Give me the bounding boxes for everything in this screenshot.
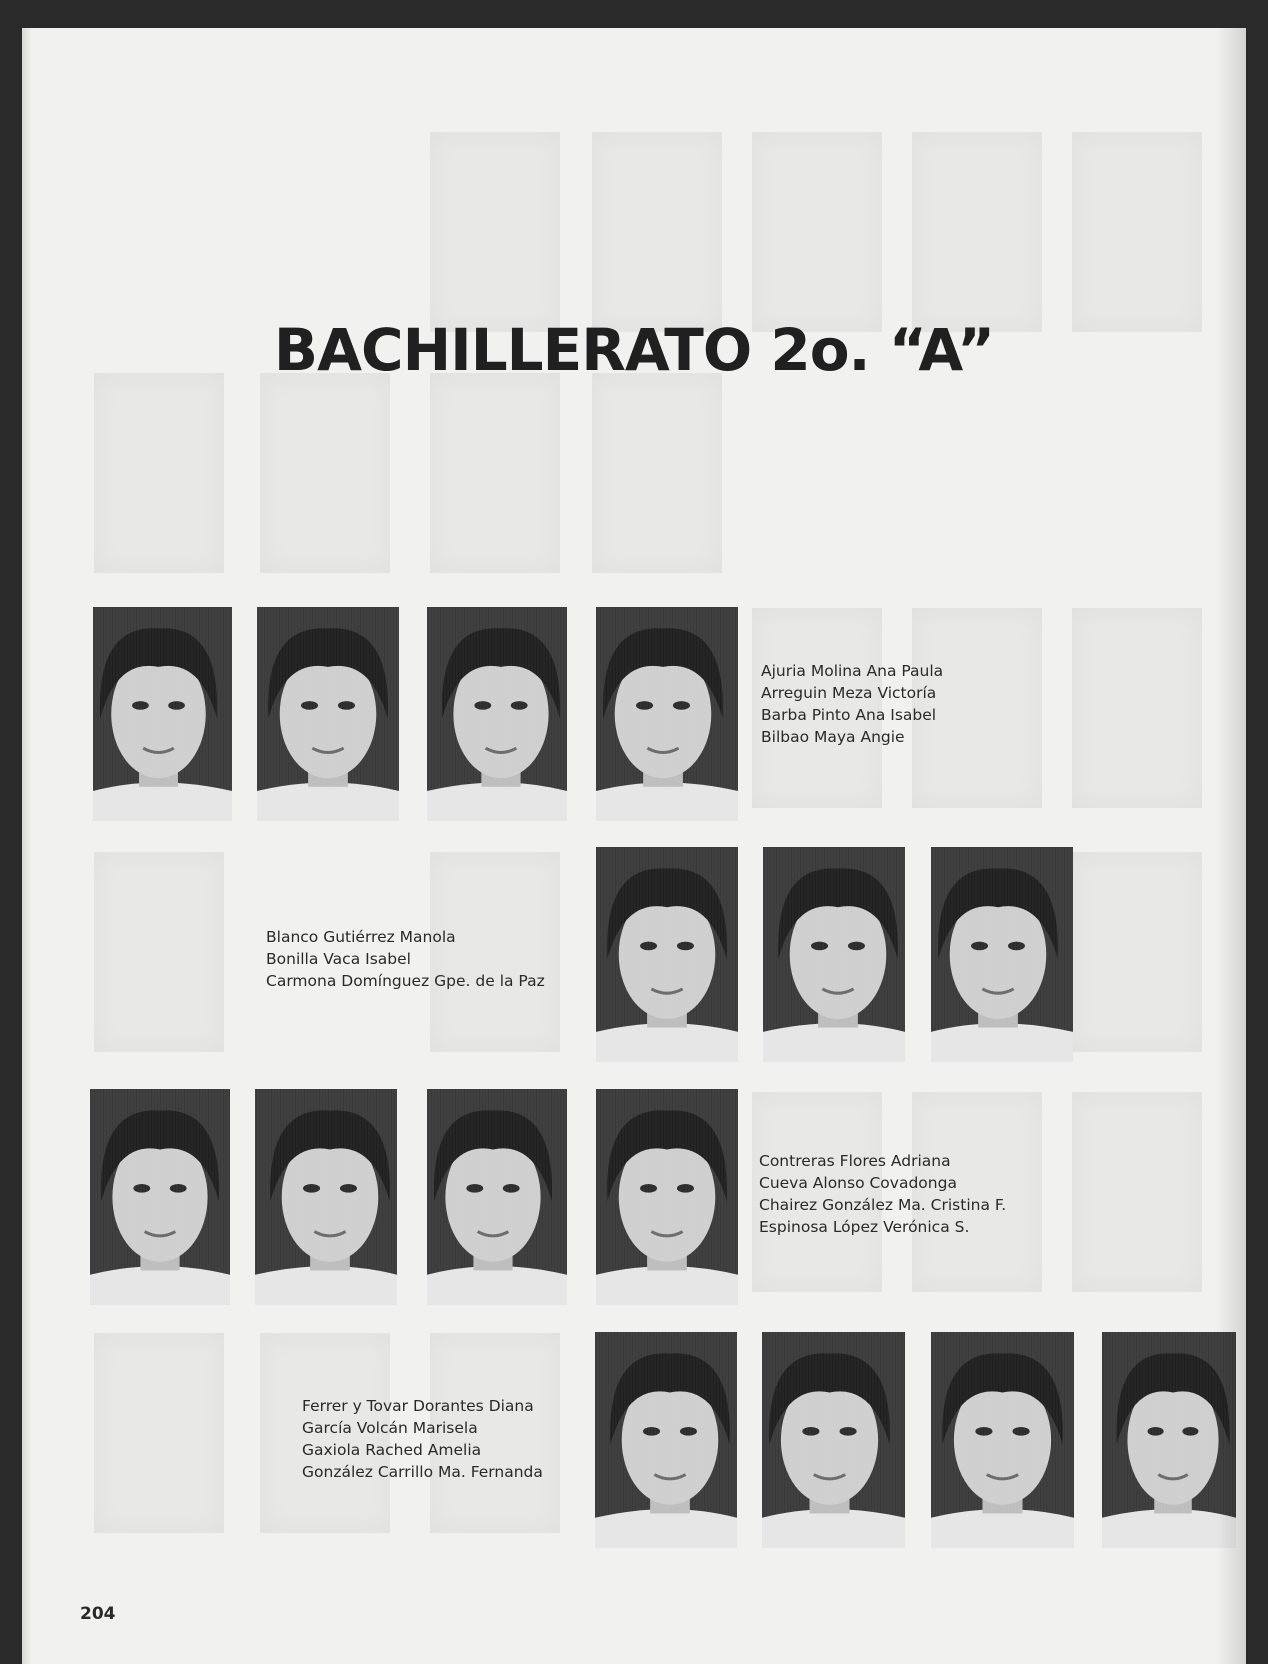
show-through-block: [260, 373, 390, 573]
yearbook-page: [22, 28, 1246, 1664]
portrait-illustration: [931, 1332, 1074, 1548]
student-name: Bonilla Vaca Isabel: [266, 950, 411, 968]
portrait-illustration: [596, 847, 738, 1062]
show-through-block: [430, 132, 560, 332]
student-portrait: [257, 607, 399, 821]
portrait-illustration: [427, 607, 567, 821]
show-through-block: [752, 132, 882, 332]
left-eye: [301, 701, 318, 710]
portrait-illustration: [257, 607, 399, 821]
student-name: Ajuria Molina Ana Paula: [761, 662, 944, 680]
student-name: García Volcán Marisela: [302, 1419, 478, 1437]
student-portrait: [595, 1332, 737, 1548]
portrait-illustration: [596, 607, 738, 821]
show-through-block: [592, 373, 722, 573]
student-portrait: [90, 1089, 230, 1305]
student-portrait: [931, 1332, 1074, 1548]
show-through-block: [912, 132, 1042, 332]
show-through-block: [1072, 132, 1202, 332]
student-name: Cueva Alonso Covadonga: [759, 1174, 957, 1192]
name-list-row-2: [266, 926, 545, 992]
left-eye: [636, 701, 653, 710]
student-name: Bilbao Maya Angie: [761, 728, 905, 746]
student-name: Barba Pinto Ana Isabel: [761, 706, 937, 724]
page-edge: [22, 28, 32, 1664]
right-eye: [677, 942, 694, 951]
page-title: BACHILLERATO 2o. “A”: [273, 316, 995, 384]
right-eye: [677, 1184, 694, 1193]
student-name: Espinosa López Verónica S.: [759, 1218, 970, 1236]
student-name: Ferrer y Tovar Dorantes Diana: [302, 1397, 534, 1415]
portrait-illustration: [596, 1089, 738, 1305]
student-name: Blanco Gutiérrez Manola: [266, 928, 456, 946]
portrait-illustration: [427, 1089, 567, 1305]
portrait-illustration: [763, 847, 905, 1062]
right-eye: [1008, 942, 1025, 951]
show-through-block: [430, 373, 560, 573]
left-eye: [133, 1184, 150, 1193]
show-through-block: [1072, 1092, 1202, 1292]
student-portrait: [427, 607, 567, 821]
right-eye: [673, 701, 690, 710]
student-name: Gaxiola Rached Amelia: [302, 1441, 482, 1459]
right-eye: [840, 1427, 857, 1436]
left-eye: [975, 1427, 992, 1436]
portrait-illustration: [93, 607, 232, 821]
show-through-block: [1072, 608, 1202, 808]
name-list-row-4: [302, 1395, 543, 1483]
student-portrait: [255, 1089, 397, 1305]
student-portrait: [763, 847, 905, 1062]
student-portrait: [762, 1332, 905, 1548]
student-portrait: [596, 607, 738, 821]
show-through-block: [1072, 852, 1202, 1052]
student-portrait: [93, 607, 232, 821]
student-portrait: [596, 847, 738, 1062]
student-name: González Carrillo Ma. Fernanda: [302, 1463, 543, 1481]
portrait-illustration: [762, 1332, 905, 1548]
student-name: Chairez González Ma. Cristina F.: [759, 1196, 1007, 1214]
binding-shadow: [1216, 28, 1246, 1664]
student-portrait: [596, 1089, 738, 1305]
left-eye: [474, 701, 491, 710]
show-through-block: [592, 132, 722, 332]
right-eye: [1182, 1427, 1198, 1436]
right-eye: [170, 1184, 187, 1193]
name-list-row-1: [761, 660, 943, 748]
student-name: Carmona Domínguez Gpe. de la Paz: [266, 972, 545, 990]
right-eye: [338, 701, 355, 710]
name-list-row-3: [759, 1150, 1006, 1238]
portrait-illustration: [595, 1332, 737, 1548]
left-eye: [802, 1427, 819, 1436]
student-name: Arreguin Meza Victoría: [761, 684, 937, 702]
portrait-illustration: [90, 1089, 230, 1305]
show-through-block: [94, 852, 224, 1052]
student-portrait: [931, 847, 1073, 1062]
left-eye: [640, 942, 657, 951]
page-number: 204: [80, 1604, 116, 1624]
show-through-block: [94, 373, 224, 573]
portrait-illustration: [255, 1089, 397, 1305]
student-name: Contreras Flores Adriana: [759, 1152, 951, 1170]
show-through-block: [94, 1333, 224, 1533]
student-portrait: [427, 1089, 567, 1305]
right-eye: [511, 701, 528, 710]
left-eye: [640, 1184, 657, 1193]
left-eye: [971, 942, 988, 951]
portrait-illustration: [931, 847, 1073, 1062]
